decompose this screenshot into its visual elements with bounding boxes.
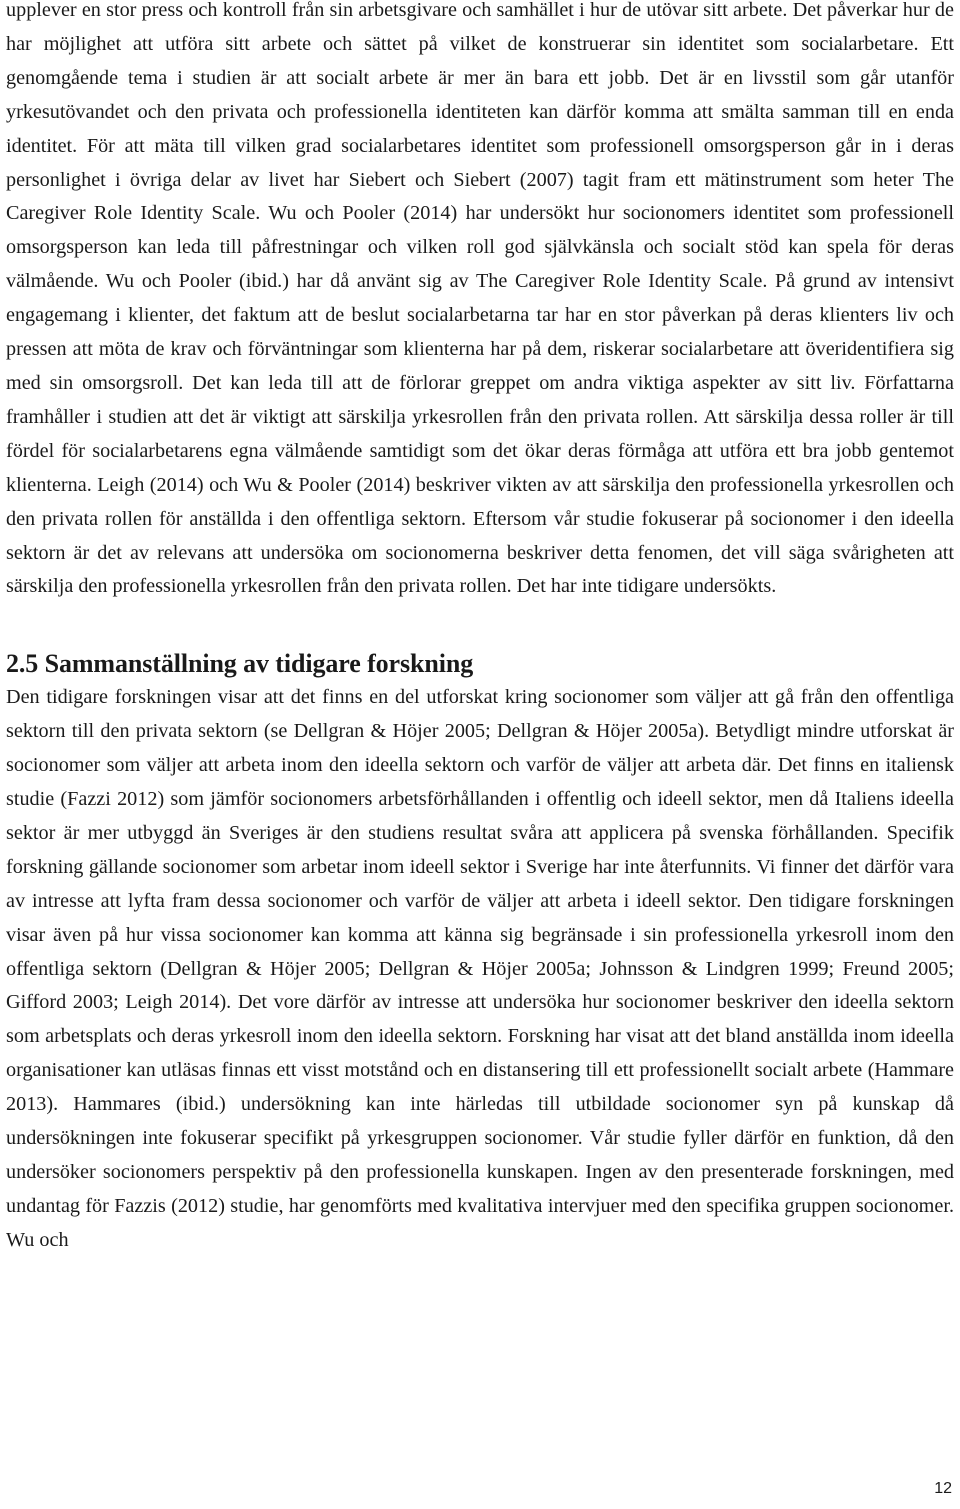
body-paragraph: upplever en stor press och kontroll från sin arbetsgivare och samhället i hur de utövar sitt arbete. Det påverkar hur de har möjlighet att utföra sitt arbete och sättet på vilket de konstruerar sin identitet som socialarbetare. Ett genomgående tema i studien är att socialt arbete är mer än bara ett jobb. Det är en livsstil som går utanför yrkesutövandet och den privata och professionella identiteten kan därför komma att smälta samman till en enda identitet. För att mäta till vilken grad socialarbetares identitet som professionell omsorgsperson går in i deras personlighet i övriga delar av livet har Siebert och Siebert (2007) tagit fram ett mätinstrument som heter The Caregiver Role Identity Scale. Wu och Pooler (2014) har undersökt hur socionomers identitet som professionell omsorgsperson kan leda till påfrestningar och vilken roll god självkänsla och socialt stöd kan spela för deras välmående. Wu och Pooler (ibid.) har då använt sig av The Caregiver Role Identity Scale. På grund av intensivt engagemang i klienter, det faktum att de beslut socialarbetarna tar har en stor påverkan på deras klienters liv och pressen att möta de krav och förväntningar som klienterna har på dem, riskerar socialarbetare att överidentifiera sig med sin omsorgsroll. Det kan leda till att de förlorar greppet om andra viktiga aspekter av sitt liv. Författarna framhåller i studien att det är viktigt att särskilja yrkesrollen från den privata rollen. Att särskilja dessa roller är till fördel för socialarbetarens egna välmående samtidigt som det ökar deras förmåga att utföra ett bra jobb gentemot klienterna. Leigh (2014) och Wu & Pooler (2014) beskriver vikten av att särskilja den professionella yrkesrollen och den privata rollen för anställda i den offentliga sektorn. Eftersom vår studie fokuserar på socionomer i den ideella sektorn är det av relevans att undersöka om socionomerna beskriver detta fenomen, det vill säga svårigheten att särskilja den professionella yrkesrollen från den privata rollen. Det har inte tidigare undersökts. [6, 0, 954, 598]
document-page [6, 0, 954, 1258]
body-paragraph: Den tidigare forskningen visar att det finns en del utforskat kring socionomer som väljer att gå från den offentliga sektorn till den privata sektorn (se Dellgran & Höjer 2005; Dellgran & Höjer 2005a). Betydligt mindre utforskat är socionomer som väljer att arbeta inom den ideella sektorn och varför de väljer att arbeta där. Det finns en italiensk studie (Fazzi 2012) som jämför socionomers arbetsförhållanden i offentlig och ideell sektor, men då Italiens ideella sektor är mer utbyggd än Sveriges är den studiens resultat svåra att applicera på svenska förhållanden. Specifik forskning gällande socionomer som arbetar inom ideell sektor i Sverige har inte återfunnits. Vi finner det därför vara av intresse att lyfta fram dessa socionomer och varför de väljer att arbeta i ideell sektor. Den tidigare forskningen visar även på hur vissa socionomer kan komma att känna sig begränsade i sin professionella yrkesroll inom den offentliga sektorn (Dellgran & Höjer 2005; Dellgran & Höjer 2005a; Johnsson & Lindgren 1999; Freund 2005; Gifford 2003; Leigh 2014). Det vore därför av intresse att undersöka hur socionomer beskriver den ideella sektorn som arbetsplats och deras yrkesroll inom den ideella sektorn. Forskning har visat att det bland anställda inom ideella organisationer kan utläsas finnas ett visst motstånd och en distansering till ett professionellt socialt arbete (Hammare 2013). Hammares (ibid.) undersökning kan inte härledas till utbildade socionomer syn på kunskap då undersökningen inte fokuserar specifikt på yrkesgruppen socionomer. Vår studie fyller därför en funktion, då den undersöker socionomers perspektiv på den professionella kunskapen. Ingen av den presenterade forskningen, med undantag för Fazzis (2012) studie, har genomförts med kvalitativa intervjuer med den specifika gruppen socionomer. Wu och [6, 686, 954, 1251]
page-number: 12 [934, 1480, 952, 1497]
section-heading: 2.5 Sammanställning av tidigare forskning [6, 649, 474, 679]
